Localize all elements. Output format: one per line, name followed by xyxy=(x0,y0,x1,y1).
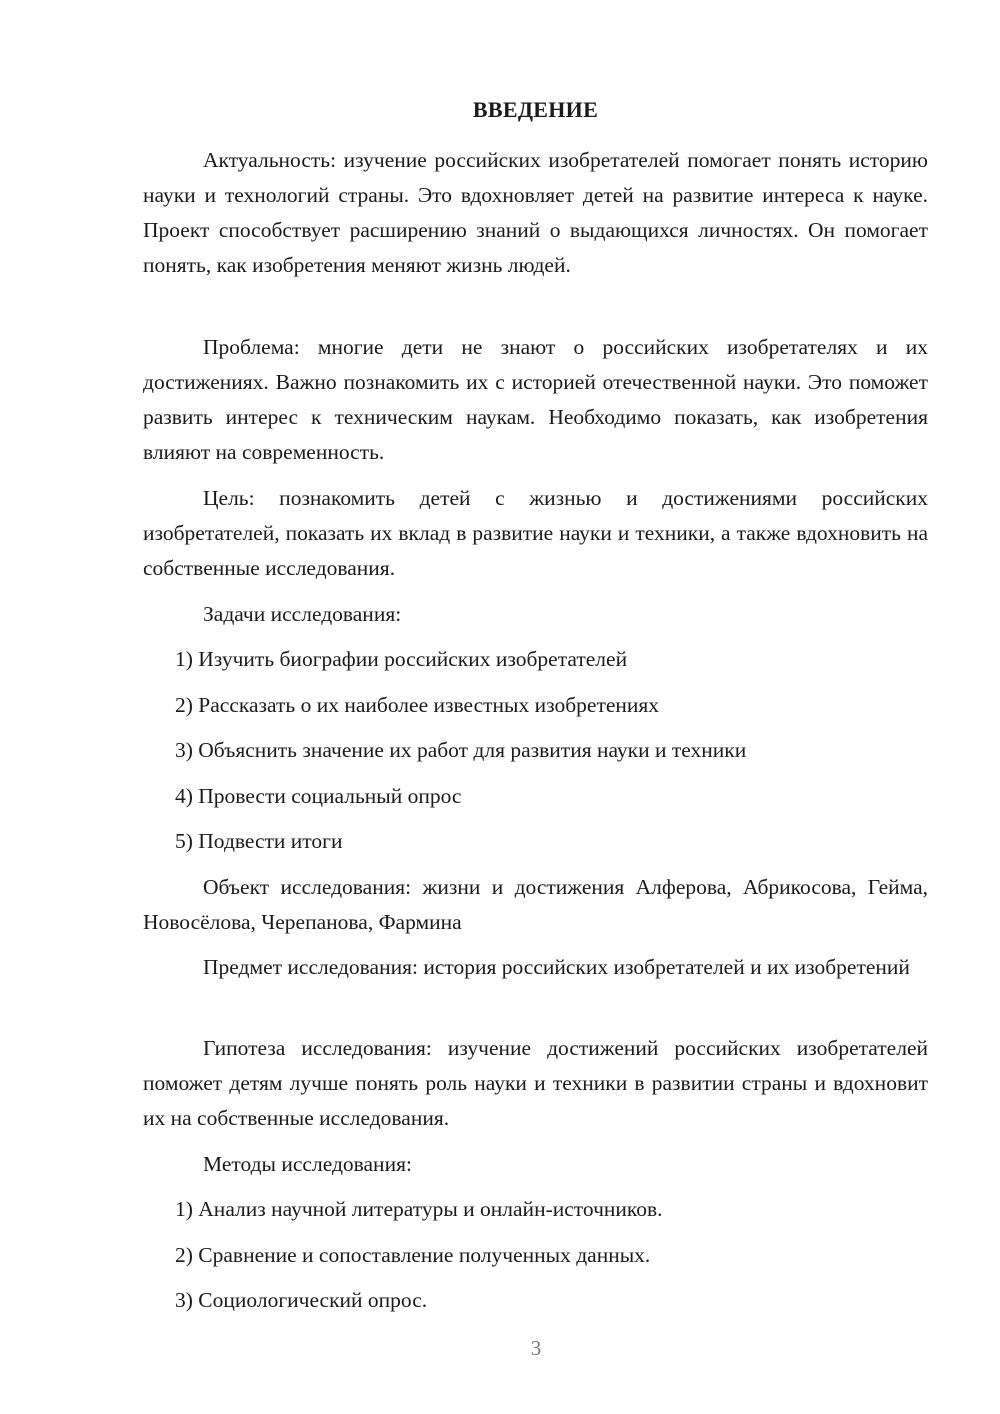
method-item: 2) Сравнение и сопоставление полученных данных. xyxy=(175,1243,651,1267)
method-item: 3) Социологический опрос. xyxy=(175,1288,428,1312)
relevance-paragraph: Актуальность: изучение российских изобретателей помогает понять историю науки и технологий страны. Это вдохновляет детей на развитие интереса к науке. Проект способствует расширению знаний о выдающихся личностях. Он помогает понять, как изобретения меняют жизнь людей. xyxy=(143,148,928,277)
goal-paragraph: Цель: познакомить детей с жизнью и достижениями российских изобретателей, показать их вклад в развитие науки и техники, а также вдохновить на собственные исследования. xyxy=(143,486,928,580)
problem-paragraph: Проблема: многие дети не знают о российских изобретателях и их достижениях. Важно познакомить их с историей отечественной науки. Это поможет развить интерес к техническим наукам. Необходимо показать, как изобретения влияют на современность. xyxy=(143,335,928,464)
task-item: 1) Изучить биографии российских изобретателей xyxy=(175,647,628,671)
task-item: 3) Объяснить значение их работ для развития науки и техники xyxy=(175,738,747,762)
methods-heading: Методы исследования: xyxy=(203,1152,412,1176)
task-item: 2) Рассказать о их наиболее известных изобретениях xyxy=(175,693,660,717)
task-item: 4) Провести социальный опрос xyxy=(175,784,462,808)
section-title: ВВЕДЕНИЕ xyxy=(472,97,599,122)
method-item: 1) Анализ научной литературы и онлайн-источников. xyxy=(175,1197,663,1221)
subject-paragraph: Предмет исследования: история российских изобретателей и их изобретений xyxy=(203,955,910,979)
hypothesis-paragraph: Гипотеза исследования: изучение достижений российских изобретателей поможет детям лучше понять роль науки и техники в развитии страны и вдохновит их на собственные исследования. xyxy=(143,1036,928,1130)
object-paragraph: Объект исследования: жизни и достижения Алферова, Абрикосова, Гейма, Новосёлова, Черепанова, Фармина xyxy=(143,875,928,934)
page-number: 3 xyxy=(530,1336,542,1360)
task-item: 5) Подвести итоги xyxy=(175,829,343,853)
tasks-heading: Задачи исследования: xyxy=(203,602,402,626)
